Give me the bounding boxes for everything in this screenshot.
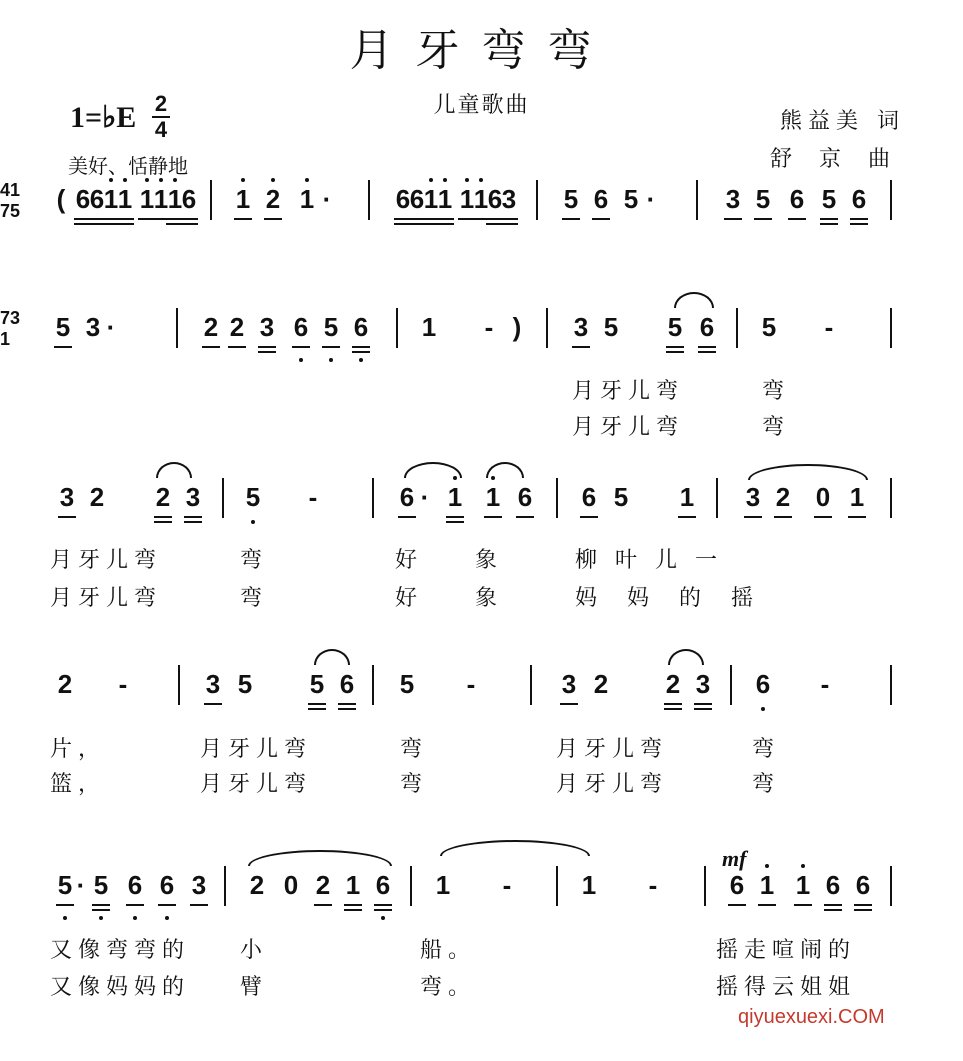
note: 1 xyxy=(679,482,695,512)
note: 2 xyxy=(265,184,281,214)
octave-dot-below xyxy=(381,916,385,920)
underline-beam xyxy=(308,708,326,710)
note: 3 xyxy=(85,312,101,342)
lyric-line: 臂 xyxy=(240,975,269,1000)
lyric-line: 弯 xyxy=(762,415,791,440)
underline-beam xyxy=(754,218,772,220)
lyric-line: 弯 xyxy=(400,737,429,762)
underline-beam xyxy=(184,516,202,518)
score-system-3 xyxy=(0,478,963,526)
octave-dot-above xyxy=(271,178,275,182)
note: 1 xyxy=(103,184,119,214)
grace-notes: 41 xyxy=(0,180,21,200)
note: 1 xyxy=(153,184,169,214)
underline-beam xyxy=(56,904,74,906)
note: 3 xyxy=(191,870,207,900)
note: 6 xyxy=(729,870,745,900)
note: 5 xyxy=(761,312,777,342)
underline-beam xyxy=(154,516,172,518)
lyric-line: 好 xyxy=(395,586,424,611)
note: 6 xyxy=(375,870,391,900)
note: 1 xyxy=(235,184,251,214)
lyric-line: 弯。 xyxy=(420,975,477,1000)
song-genre: 儿童歌曲 xyxy=(433,93,530,118)
watermark: qiyuexuexi.COM xyxy=(738,1006,885,1028)
note: 1 xyxy=(345,870,361,900)
barline xyxy=(890,478,892,518)
lyric-line: 又像弯弯的 xyxy=(50,938,191,963)
lyric-line: 月牙儿弯 xyxy=(556,772,669,797)
lyric-line: 片， xyxy=(50,737,107,762)
note: 6 xyxy=(855,870,871,900)
barline xyxy=(222,478,224,518)
underline-beam xyxy=(562,218,580,220)
note: 1 xyxy=(447,482,463,512)
dash: - xyxy=(466,669,476,699)
tie-slur xyxy=(314,649,350,665)
underline-beam xyxy=(698,346,716,348)
note: 5 xyxy=(613,482,629,512)
time-signature xyxy=(150,92,172,142)
octave-dot-below xyxy=(133,916,137,920)
underline-beam xyxy=(794,904,812,906)
lyric-line: 船。 xyxy=(420,938,477,963)
octave-dot-above xyxy=(123,178,127,182)
lyric-line: 好 xyxy=(395,548,424,573)
tie-slur xyxy=(668,649,704,665)
underline-beam xyxy=(820,218,838,220)
octave-dot-below xyxy=(165,916,169,920)
barline xyxy=(556,866,558,906)
note: 2 xyxy=(203,312,219,342)
aug-dot: · xyxy=(76,870,86,900)
barline xyxy=(372,665,374,705)
time-signature-top: 2 xyxy=(154,91,168,116)
lyric-line: 摇得云姐姐 xyxy=(716,975,857,1000)
tie-slur xyxy=(486,462,524,478)
aug-dot: · xyxy=(646,184,656,214)
note: 6 xyxy=(487,184,503,214)
underline-beam xyxy=(338,708,356,710)
note: 5 xyxy=(309,669,325,699)
underline-beam xyxy=(202,346,220,348)
barline xyxy=(178,665,180,705)
lyric-line: 弯 xyxy=(762,379,791,404)
underline-beam xyxy=(694,708,712,710)
score-system-4 xyxy=(0,665,963,713)
tie-slur xyxy=(748,464,868,480)
dynamic-marking: mf xyxy=(722,846,747,871)
note: 3 xyxy=(561,669,577,699)
underline-beam xyxy=(308,703,326,705)
note: 6 xyxy=(755,669,771,699)
underline-beam xyxy=(664,708,682,710)
underline-beam xyxy=(744,516,762,518)
key-signature: 1=♭E xyxy=(70,101,137,134)
underline-beam xyxy=(666,351,684,353)
underline-beam xyxy=(664,703,682,705)
note: 6 xyxy=(353,312,369,342)
note: 6 xyxy=(293,312,309,342)
barline xyxy=(176,308,178,348)
underline-beam xyxy=(314,904,332,906)
underline-beam xyxy=(824,909,842,911)
note: 6 xyxy=(699,312,715,342)
dash: - xyxy=(648,870,658,900)
note: 3 xyxy=(59,482,75,512)
underline-beam xyxy=(190,904,208,906)
octave-dot-above xyxy=(173,178,177,182)
barline xyxy=(556,478,558,518)
underline-beam xyxy=(154,521,172,523)
underline-beam xyxy=(352,346,370,348)
underline-beam xyxy=(58,516,76,518)
dash: - xyxy=(824,312,834,342)
barline xyxy=(530,665,532,705)
underline-beam xyxy=(592,218,610,220)
underline-beam xyxy=(398,516,416,518)
underline-beam xyxy=(228,346,246,348)
note: 6 xyxy=(593,184,609,214)
note: 5 xyxy=(323,312,339,342)
note: 1 xyxy=(759,870,775,900)
note: 6 xyxy=(127,870,143,900)
note: 6 xyxy=(75,184,91,214)
octave-dot-below xyxy=(761,707,765,711)
barline xyxy=(890,308,892,348)
lyric-line: 月牙儿弯 xyxy=(556,737,669,762)
dash: - xyxy=(502,870,512,900)
barline xyxy=(224,866,226,906)
lyric-line: 弯 xyxy=(752,737,781,762)
barline xyxy=(546,308,548,348)
octave-dot-below xyxy=(63,916,67,920)
octave-dot-above xyxy=(465,178,469,182)
lyric-line: 小 xyxy=(240,938,269,963)
note: 3 xyxy=(259,312,275,342)
underline-beam xyxy=(774,516,792,518)
underline-beam xyxy=(724,218,742,220)
octave-dot-below xyxy=(299,358,303,362)
note: 6 xyxy=(399,482,415,512)
underline-beam xyxy=(814,516,832,518)
note: 1 xyxy=(423,184,439,214)
tie-slur xyxy=(404,462,462,478)
underline-beam xyxy=(436,223,454,225)
octave-dot-above xyxy=(145,178,149,182)
octave-dot-above xyxy=(429,178,433,182)
note: 6 xyxy=(789,184,805,214)
aug-dot: · xyxy=(106,312,116,342)
underline-beam xyxy=(516,516,534,518)
note: 1 xyxy=(795,870,811,900)
underline-beam xyxy=(352,351,370,353)
barline xyxy=(396,308,398,348)
note: 0 xyxy=(815,482,831,512)
barline xyxy=(410,866,412,906)
underline-beam xyxy=(204,703,222,705)
underline-beam xyxy=(180,223,198,225)
octave-dot-above xyxy=(801,864,805,868)
underline-beam xyxy=(92,904,110,906)
dash: - xyxy=(484,312,494,342)
barline xyxy=(736,308,738,348)
note: 6 xyxy=(395,184,411,214)
underline-beam xyxy=(126,904,144,906)
lyric-line: 弯 xyxy=(752,772,781,797)
tie-slur xyxy=(156,462,192,478)
lyric-line: 弯 xyxy=(240,548,269,573)
lyric-line: 又像妈妈的 xyxy=(50,975,191,1000)
note: 1 xyxy=(421,312,437,342)
note: 5 xyxy=(667,312,683,342)
barline xyxy=(890,665,892,705)
lyric-line: 妈妈的摇 xyxy=(575,586,784,611)
lyric-line: 篮， xyxy=(50,772,107,797)
lyric-line: 弯 xyxy=(400,772,429,797)
underline-beam xyxy=(116,223,134,225)
underline-beam xyxy=(116,218,134,220)
note: 5 xyxy=(93,870,109,900)
dash: - xyxy=(118,669,128,699)
octave-dot-above xyxy=(305,178,309,182)
underline-beam xyxy=(344,909,362,911)
underline-beam xyxy=(338,703,356,705)
octave-dot-above xyxy=(159,178,163,182)
grace-notes: 75 xyxy=(0,201,21,221)
note: 3 xyxy=(745,482,761,512)
barline xyxy=(210,180,212,220)
underline-beam xyxy=(848,516,866,518)
underline-beam xyxy=(694,703,712,705)
note: 3 xyxy=(725,184,741,214)
note: 1 xyxy=(459,184,475,214)
score-system-2 xyxy=(0,308,963,356)
song-title: 月牙弯弯 xyxy=(349,25,614,76)
underline-beam xyxy=(580,516,598,518)
note: 1 xyxy=(437,184,453,214)
note: 5 xyxy=(237,669,253,699)
octave-dot-below xyxy=(329,358,333,362)
note: 1 xyxy=(299,184,315,214)
octave-dot-above xyxy=(479,178,483,182)
note: 5 xyxy=(563,184,579,214)
note: 3 xyxy=(185,482,201,512)
note: 2 xyxy=(89,482,105,512)
dash: - xyxy=(820,669,830,699)
note: 6 xyxy=(339,669,355,699)
barline xyxy=(536,180,538,220)
underline-beam xyxy=(678,516,696,518)
note: 1 xyxy=(117,184,133,214)
barline xyxy=(368,180,370,220)
underline-beam xyxy=(258,351,276,353)
barline xyxy=(890,866,892,906)
lyric-line: 月牙儿弯 xyxy=(572,379,685,404)
note: 3 xyxy=(501,184,517,214)
underline-beam xyxy=(344,904,362,906)
note: 2 xyxy=(775,482,791,512)
note: 1 xyxy=(849,482,865,512)
underline-beam xyxy=(788,218,806,220)
tie-slur xyxy=(674,292,714,308)
note: 6 xyxy=(581,482,597,512)
barline xyxy=(704,866,706,906)
underline-beam xyxy=(264,218,282,220)
note: 5 xyxy=(755,184,771,214)
note: 5 xyxy=(245,482,261,512)
note: 6 xyxy=(89,184,105,214)
note: 6 xyxy=(851,184,867,214)
underline-beam xyxy=(180,218,198,220)
underline-beam xyxy=(322,346,340,348)
underline-beam xyxy=(234,218,252,220)
note: 2 xyxy=(155,482,171,512)
note: 1 xyxy=(581,870,597,900)
tie-slur xyxy=(248,850,392,866)
note: 2 xyxy=(57,669,73,699)
underline-beam xyxy=(500,223,518,225)
lyric-line: 摇走喧闹的 xyxy=(716,938,857,963)
note: 1 xyxy=(435,870,451,900)
barline xyxy=(890,180,892,220)
underline-beam xyxy=(446,516,464,518)
note: 0 xyxy=(283,870,299,900)
note: 2 xyxy=(229,312,245,342)
underline-beam xyxy=(854,904,872,906)
bracket: ( xyxy=(56,184,66,214)
underline-beam xyxy=(820,223,838,225)
barline xyxy=(696,180,698,220)
note: 1 xyxy=(167,184,183,214)
lyric-line: 月牙儿弯 xyxy=(50,586,163,611)
note: 1 xyxy=(139,184,155,214)
underline-beam xyxy=(824,904,842,906)
underline-beam xyxy=(374,904,392,906)
lyric-line: 弯 xyxy=(240,586,269,611)
lyric-line: 柳叶儿一 xyxy=(575,548,736,573)
underline-beam xyxy=(158,904,176,906)
grace-notes: 73 xyxy=(0,308,21,328)
note: 5 xyxy=(821,184,837,214)
note: 6 xyxy=(517,482,533,512)
underline-beam xyxy=(850,218,868,220)
underline-beam xyxy=(850,223,868,225)
underline-beam xyxy=(484,516,502,518)
lyric-line: 月牙儿弯 xyxy=(50,548,163,573)
octave-dot-above xyxy=(443,178,447,182)
note: 5 xyxy=(399,669,415,699)
time-signature-bottom: 4 xyxy=(154,117,168,142)
barline xyxy=(716,478,718,518)
grace-notes: 1 xyxy=(0,329,11,349)
score-system-5 xyxy=(0,866,963,914)
underline-beam xyxy=(560,703,578,705)
note: 1 xyxy=(485,482,501,512)
underline-beam xyxy=(446,521,464,523)
octave-dot-above xyxy=(109,178,113,182)
composer-credit: 舒 京 曲 xyxy=(770,147,900,172)
note: 3 xyxy=(573,312,589,342)
note: 6 xyxy=(181,184,197,214)
underline-beam xyxy=(258,346,276,348)
underline-beam xyxy=(374,909,392,911)
note: 5 xyxy=(603,312,619,342)
score-system-1 xyxy=(0,180,963,228)
lyric-line: 月牙儿弯 xyxy=(200,772,313,797)
note: 5 xyxy=(55,312,71,342)
note: 1 xyxy=(473,184,489,214)
note: 5 xyxy=(623,184,639,214)
note: 3 xyxy=(205,669,221,699)
note: 6 xyxy=(825,870,841,900)
underline-beam xyxy=(666,346,684,348)
note: 5 xyxy=(57,870,73,900)
underline-beam xyxy=(184,521,202,523)
aug-dot: · xyxy=(322,184,332,214)
note: 2 xyxy=(593,669,609,699)
lyricist-credit: 熊益美 词 xyxy=(780,109,905,134)
note: 6 xyxy=(159,870,175,900)
octave-dot-above xyxy=(765,864,769,868)
underline-beam xyxy=(854,909,872,911)
underline-beam xyxy=(292,346,310,348)
bracket: ) xyxy=(512,312,522,342)
barline xyxy=(372,478,374,518)
underline-beam xyxy=(92,909,110,911)
underline-beam xyxy=(728,904,746,906)
lyric-line: 象 xyxy=(475,586,504,611)
octave-dot-below xyxy=(251,520,255,524)
octave-dot-above xyxy=(241,178,245,182)
lyric-line: 月牙儿弯 xyxy=(200,737,313,762)
note: 2 xyxy=(665,669,681,699)
note: 3 xyxy=(695,669,711,699)
lyric-line: 月牙儿弯 xyxy=(572,415,685,440)
dash: - xyxy=(308,482,318,512)
octave-dot-below xyxy=(359,358,363,362)
note: 2 xyxy=(315,870,331,900)
underline-beam xyxy=(54,346,72,348)
underline-beam xyxy=(698,351,716,353)
underline-beam xyxy=(758,904,776,906)
underline-beam xyxy=(572,346,590,348)
aug-dot: · xyxy=(420,482,430,512)
octave-dot-below xyxy=(99,916,103,920)
lyric-line: 象 xyxy=(475,548,504,573)
note: 6 xyxy=(409,184,425,214)
tempo-marking: 美好、恬静地 xyxy=(68,154,188,178)
note: 2 xyxy=(249,870,265,900)
underline-beam xyxy=(500,218,518,220)
barline xyxy=(730,665,732,705)
underline-beam xyxy=(436,218,454,220)
tie-slur xyxy=(440,840,590,856)
